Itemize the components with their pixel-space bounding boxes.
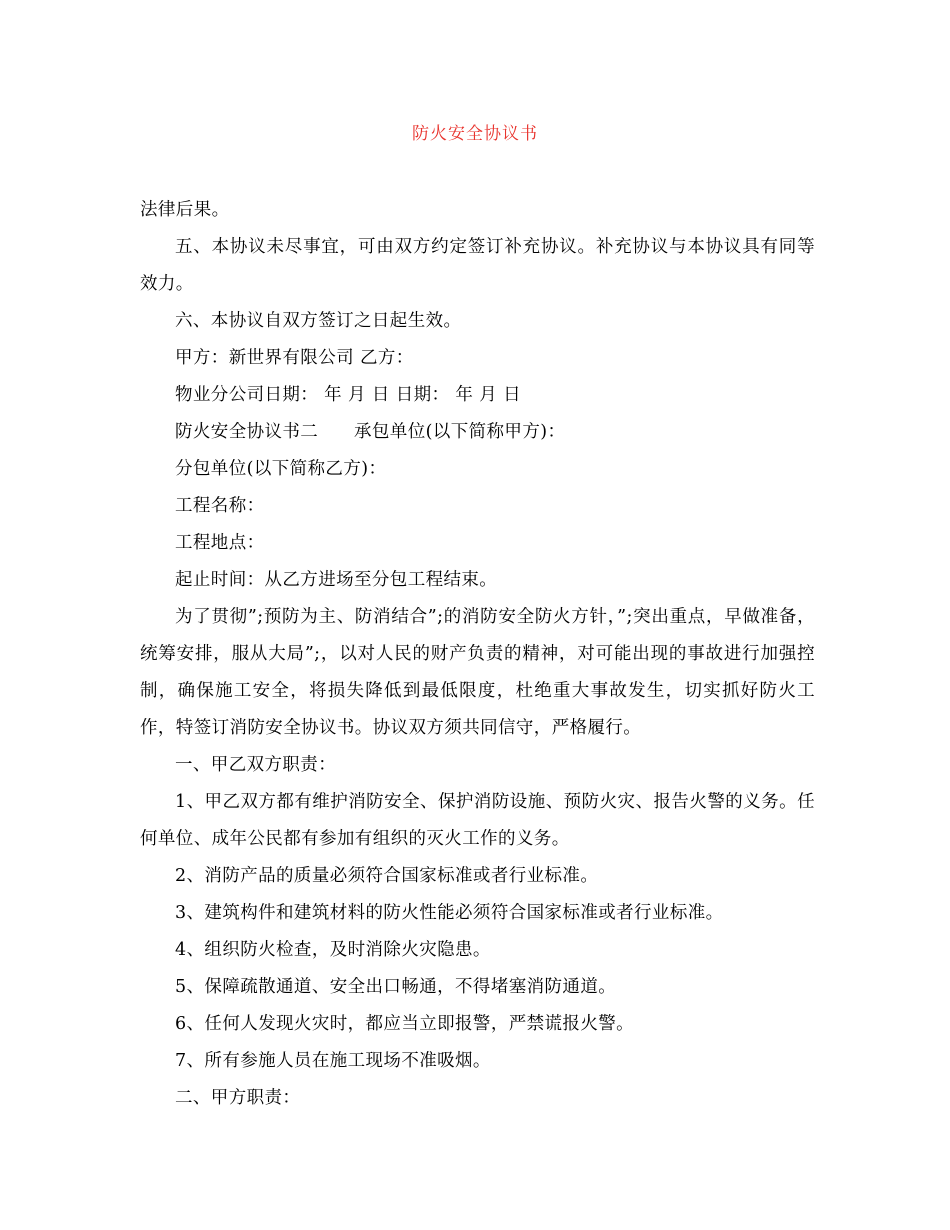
document-body	[140, 192, 815, 1117]
paragraph-item-2: 2、消防产品的质量必须符合国家标准或者行业标准。	[175, 866, 599, 886]
paragraph-project-name: 工程名称：	[175, 496, 265, 516]
document-title: 防火安全协议书	[412, 124, 538, 144]
paragraph-dates: 物业分公司日期： 年 月 日 日期： 年 月 日	[175, 385, 522, 405]
paragraph-clause-six: 六、本协议自双方签订之日起生效。	[175, 311, 462, 331]
paragraph-clause-five: 五、本协议未尽事宜，可由双方约定签订补充协议。补充协议与本协议具有同等效力。	[140, 237, 815, 294]
paragraph-item-7: 7、所有参施人员在施工现场不准吸烟。	[175, 1051, 491, 1071]
paragraph-agreement-two-header: 防火安全协议书二 承包单位(以下简称甲方)：	[175, 422, 566, 442]
paragraph-project-location: 工程地点：	[175, 533, 265, 553]
paragraph-section-two-heading: 二、甲方职责：	[175, 1088, 301, 1108]
paragraph-item-3: 3、建筑构件和建筑材料的防火性能必须符合国家标准或者行业标准。	[175, 903, 724, 923]
paragraph-purpose: 为了贯彻”;预防为主、防消结合”;的消防安全防火方针，”;突出重点，早做准备，统筹安排，服从大局”;，以对人民的财产负责的精神，对可能出现的事故进行加强控制，确保施工安全，将损失降低到最低限度，杜绝重大事故发生，切实抓好防火工作，特签订消防安全协议书。协议双方须共同信守，严格履行。	[140, 607, 815, 738]
paragraph-section-one-heading: 一、甲乙双方职责：	[175, 755, 337, 775]
paragraph-item-5: 5、保障疏散通道、安全出口畅通，不得堵塞消防通道。	[175, 977, 617, 997]
paragraph-item-1: 1、甲乙双方都有维护消防安全、保护消防设施、预防火灾、报告火警的义务。任何单位、成年公民都有参加有组织的灭火工作的义务。	[140, 792, 815, 849]
paragraph-parties: 甲方：新世界有限公司 乙方：	[175, 348, 414, 368]
paragraph-item-6: 6、任何人发现火灾时，都应当立即报警，严禁谎报火警。	[175, 1014, 635, 1034]
paragraph-duration: 起止时间：从乙方进场至分包工程结束。	[175, 570, 498, 590]
paragraph-item-4: 4、组织防火检查，及时消除火灾隐患。	[175, 940, 491, 960]
paragraph-subcontractor: 分包单位(以下简称乙方)：	[175, 459, 387, 479]
paragraph-legal-consequences: 法律后果。	[140, 200, 230, 220]
